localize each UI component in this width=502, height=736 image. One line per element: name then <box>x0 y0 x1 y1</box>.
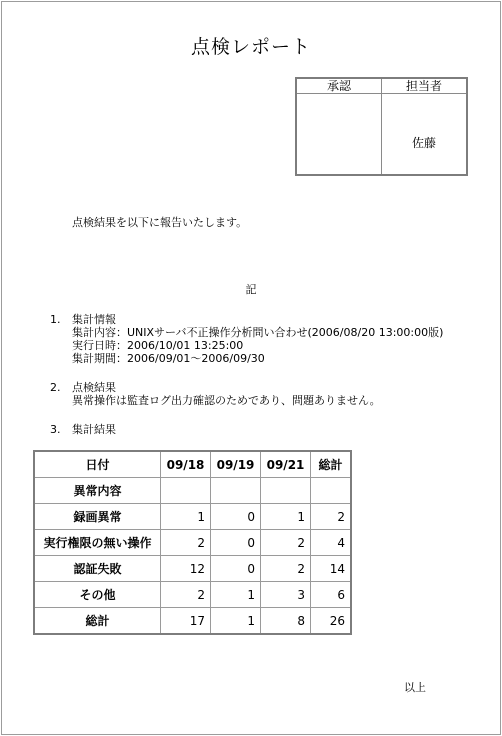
section-heading: 集計情報 <box>72 313 116 326</box>
section-heading: 点検結果 <box>72 381 116 394</box>
table-cell: 2 <box>261 530 311 556</box>
table-cell <box>161 478 211 504</box>
table-cell: 2 <box>161 582 211 608</box>
table-row <box>34 530 351 556</box>
section-item <box>50 423 443 436</box>
table-cell: 3 <box>261 582 311 608</box>
table-row <box>34 582 351 608</box>
intro-text: 点検結果を以下に報告いたします。 <box>72 216 248 229</box>
approval-box <box>295 77 468 176</box>
table-cell: 26 <box>311 608 352 635</box>
page-title: 点検レポート <box>190 36 311 58</box>
table-row <box>34 504 351 530</box>
section-line: 実行日時：2006/10/01 13:25:00 <box>72 339 244 352</box>
table-cell: 0 <box>211 504 261 530</box>
table-cell <box>211 478 261 504</box>
person-in-charge-name: 佐藤 <box>382 94 468 176</box>
section-number: 1. <box>50 313 61 326</box>
section-line: 集計期間：2006/09/01～2006/09/30 <box>72 352 265 365</box>
table-cell: 1 <box>161 504 211 530</box>
results-table <box>33 450 352 635</box>
row-label: 録画異常 <box>34 504 161 530</box>
section-line: 集計内容：UNIXサーバ不正操作分析問い合わせ(2006/08/20 13:00:00版) <box>72 326 444 339</box>
table-header-cell: 日付 <box>34 451 161 478</box>
approval-header: 承認 <box>296 78 382 94</box>
table-header-cell: 09/19 <box>211 451 261 478</box>
section-heading: 集計結果 <box>72 423 116 436</box>
section-item <box>50 313 443 365</box>
approval-stamp-cell <box>296 94 382 176</box>
table-header-cell: 09/18 <box>161 451 211 478</box>
row-label: その他 <box>34 582 161 608</box>
table-cell: 2 <box>161 530 211 556</box>
row-label: 実行権限の無い操作 <box>34 530 161 556</box>
closing-text: 以上 <box>404 681 426 694</box>
table-cell <box>311 478 352 504</box>
person-in-charge-header: 担当者 <box>382 78 468 94</box>
table-cell: 4 <box>311 530 352 556</box>
table-cell: 1 <box>261 504 311 530</box>
table-cell: 6 <box>311 582 352 608</box>
table-header-cell: 09/21 <box>261 451 311 478</box>
table-cell: 17 <box>161 608 211 635</box>
table-cell: 14 <box>311 556 352 582</box>
section-line: 異常操作は監査ログ出力確認のためであり、問題ありません。 <box>72 394 381 407</box>
section-number: 2. <box>50 381 61 394</box>
table-row <box>34 556 351 582</box>
table-row <box>34 478 351 504</box>
table-cell: 2 <box>311 504 352 530</box>
table-cell <box>261 478 311 504</box>
row-label: 認証失敗 <box>34 556 161 582</box>
table-header-cell: 総計 <box>311 451 352 478</box>
section-number: 3. <box>50 423 61 436</box>
table-total-row <box>34 608 351 635</box>
section-item <box>50 381 443 407</box>
row-label: 総計 <box>34 608 161 635</box>
table-header-row <box>34 451 351 478</box>
table-cell: 1 <box>211 608 261 635</box>
row-label: 異常内容 <box>34 478 161 504</box>
sections-list <box>50 313 443 452</box>
ki-marker: 記 <box>245 283 257 296</box>
table-cell: 2 <box>261 556 311 582</box>
table-cell: 0 <box>211 530 261 556</box>
table-cell: 8 <box>261 608 311 635</box>
table-cell: 0 <box>211 556 261 582</box>
table-cell: 1 <box>211 582 261 608</box>
table-cell: 12 <box>161 556 211 582</box>
